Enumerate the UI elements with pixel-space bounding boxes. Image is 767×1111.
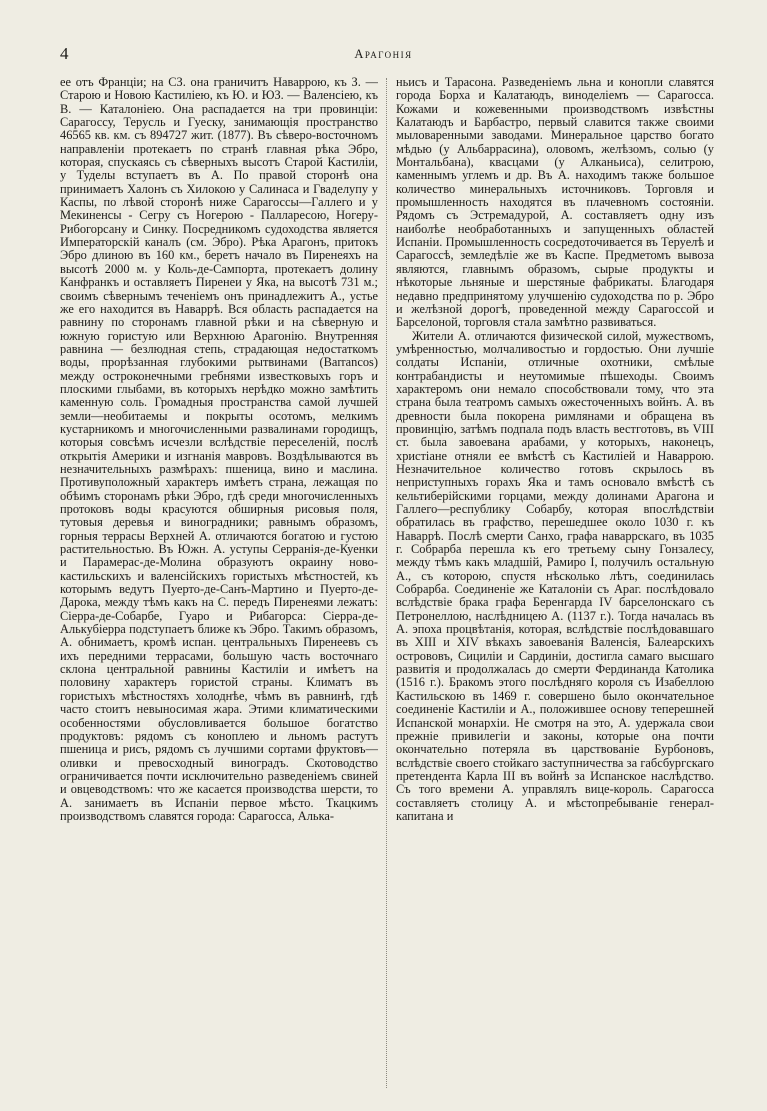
right-column	[396, 76, 714, 1101]
page-number: 4	[60, 44, 69, 63]
column-divider	[386, 78, 387, 1088]
running-title: Арагонія	[354, 47, 413, 61]
right-paragraph-2: Жители А. отличаются физической силой, мужествомъ, умѣренностью, молчаливостью и гордостью. Они лучшіе солдаты Испаніи, отличные охотники, смѣлые контрабандисты и неутомимые пѣшеходы. Своимъ характеромъ они немало способствовали тому, что эта страна была театромъ самыхъ ожесточенныхъ войнъ. А. въ древности была покорена римлянами и обращена въ провинцію, затѣмъ подпала подъ власть вестготовъ, въ VIII ст. была завоевана арабами, у которыхъ, наконецъ, христіане отняли ее вмѣстѣ съ Кастиліей и Наваррою. Незначительное количество готовъ скрылось въ неприступныхъ горахъ Яка и тамъ основало вмѣстѣ съ кельтиберійскими горцами, между долинами Арагона и Галлего—республику Собарбу, которая впослѣдствіи обратилась въ графство, перешедшее около 1030 г. къ Наваррѣ. Послѣ смерти Санхо, графа наваррскаго, въ 1035 г. Собрарба перешла къ его третьему сыну Гонзалесу, между тѣмъ какъ младшій, Рамиро I, получилъ остальную А., съ которою, спустя нѣсколько лѣтъ, соединилась Собрарба. Соединеніе же Каталоніи съ Араг. послѣдовало вслѣдствіе брака графа Беренгарда IV барселонскаго съ Петронеллою, наслѣдницею А. (1137 г.). Тогда началась въ А. эпоха процвѣтанія, которая, вслѣдствіе послѣдовавшаго въ XIII и XIV вѣкахъ завоеванія Валенсія, Балеарскихъ острововъ, Сициліи и Сардиніи, достигла самаго высшаго развитія и продолжалась до смерти Фердинанда Католика (1516 г.). Бракомъ этого послѣдняго короля съ Изабеллою Кастильскою въ 1469 г. совершено было окончательное соединеніе Кастиліи и А., положившее основу теперешней Испанской монархіи. Не смотря на это, А. удержала свои прежніе привилегіи и законы, которые она почти окончательно потеряла въ царствованіе Бурбоновъ, вслѣдствіе своего стойкаго заступничества за габсбургскаго претендента Карла III въ войнѣ за Испанское наслѣдство. Съ того времени А. управлялъ вице-король. Сарагосса составляетъ столицу А. и мѣстопребываніе генерал-капитана и	[396, 328, 714, 823]
right-paragraph-1: ньисъ и Тарасона. Разведеніемъ льна и конопли славятся города Борха и Калатаюдъ, виноделіемъ — Сарагосса. Кожами и кожевенными производствомъ извѣстны Калатаюдъ и Барбастро, первый славится также своими мыловаренными заводами. Минеральное царство богато мѣдью (у Альбаррасина), оловомъ, желѣзомъ, солью (у Монтальбана), квасцами (у Алканьиса), селитрою, каменнымъ углемъ и др. Въ А. находимъ также большое количество минеральныхъ источниковъ. Торговля и промышленность находятся въ плачевномъ состояніи. Рядомъ съ Эстремадурой, А. составляетъ одну изъ наиболѣе необработанныхъ и запущенныхъ областей Испаніи. Промышленность сосредоточивается въ Теруелѣ и Сарагоссѣ, земледѣліе же въ Каспе. Предметомъ вывоза являются, главнымъ образомъ, сырые продукты и нѣкоторые льняные и шерстяные фабрикаты. Благодаря недавно предпринятому улучшенію судоходства по р. Эбро и желѣзной дорогѣ, проведенной между Сарагоссой и Барселоной, торговля стала замѣтно развиваться.	[396, 76, 714, 330]
left-paragraph-1: ее отъ Франціи; на СЗ. она граничитъ Наваррою, къ З. — Старою и Новою Кастиліею, къ Ю. и ЮЗ. — Валенсіею, къ В. — Каталоніею. Она распадается на три провинціи: Сарагоссу, Терусль и Гуеску, занимающія пространство 46565 кв. км. съ 894727 жит. (1877). Въ сѣверо-восточномъ направленіи протекаетъ по странѣ главная рѣка Эбро, которая, спускаясь съ сѣверныхъ высотъ Старой Кастиліи, у Туделы вступаетъ въ А. По правой сторонѣ она принимаетъ Халонъ съ Хилокою у Салинаса и Гваделупу у Каспы, по лѣвой сторонѣ ниже Сарагоссы—Галлего и у Мекиненсы - Сегру съ Ногерою - Палларесою, Ногеру-Рибогорсану и Синку. Посредникомъ судоходства является Императорскій каналъ (см. Эбро). Рѣка Арагонъ, притокъ Эбро длиною въ 160 км., беретъ начало въ Пиренеяхъ на высотѣ 2000 м. у Коль-де-Сампорта, протекаетъ долину Канфранкъ и оставляетъ Пиренеи у Яка, на высотѣ 731 м.; своимъ сѣвернымъ теченіемъ онъ принадлежитъ А., устье же его находится въ Наваррѣ. Вся область распадается на равнину по сторонамъ главной рѣки и на сѣверную и южную гористую или Верхнюю Арагонію. Внутренняя равнина — безлюдная степь, страдающая недостаткомъ воды, прорѣзанная глубокими рытвинами (Barrancos) между остроконечными гребнями известковыхъ горъ и плоскими глыбами, въ которыхъ нерѣдко можно замѣтить каменную соль. Громадныя пространства самой лучшей земли—необитаемы и покрыты осотомъ, мелкимъ кустарникомъ и многочисленными развалинами городищъ, которыя совсѣмъ исчезли вслѣдствіе переселеній, послѣ открытія Америки и изгнанія мавровъ. Воздѣлываются въ незначительныхъ размѣрахъ: пшеница, вино и маслина. Противуположный характеръ имѣетъ страна, лежащая по обѣимъ сторонамъ рѣки Эбро, гдѣ среди многочисленныхъ протоковъ воды красуются обширныя рисовыя поля, тутовыя деревья и виноградники; равнымъ образомъ, горныя террасы Верхней А. отличаются богатою и густою растительностью. Въ Южн. А. уступы Серранія-де-Куенки и Парамерас-де-Молина образуютъ окраину ново-кастильскихъ и валенсійскихъ гористыхъ мѣстностей, къ которымъ ведутъ Пуерто-де-Санъ-Мартино и Пуерто-де-Дарока, между тѣмъ какъ на С. передъ Пиренеями лежатъ: Сіерра-де-Собарбе, Гуаро и Рибагорса: Сіерра-де-Алькубіерра подступаетъ ближе къ Эбро. Такимъ образомъ, А. обнимаетъ, кромѣ испан. центральныхъ Пиренеевъ съ ихъ передними террасами, большую часть восточнаго склона центральной равнины Кастиліи и имѣетъ на половину характеръ гористой страны. Климатъ въ гористыхъ мѣстностяхъ холоднѣе, чѣмъ въ равнинѣ, гдѣ часто стоитъ невыносимая жара. Этими климатическими особенностями обусловливается большое богатство продуктовъ: рядомъ съ коноплею и льномъ растутъ пшеница и рисъ, рядомъ съ лучшими сортами фруктовъ—оливки и превосходный виноградъ. Скотоводство ограничивается почти исключительно разведеніемъ свиней и овцеводствомъ: что же касается производства шерсти, то А. занимаетъ въ Испаніи первое мѣсто. Ткацкимъ производствомъ славятся города: Сарагосса, Алька-	[60, 76, 378, 823]
left-column	[60, 76, 378, 1101]
